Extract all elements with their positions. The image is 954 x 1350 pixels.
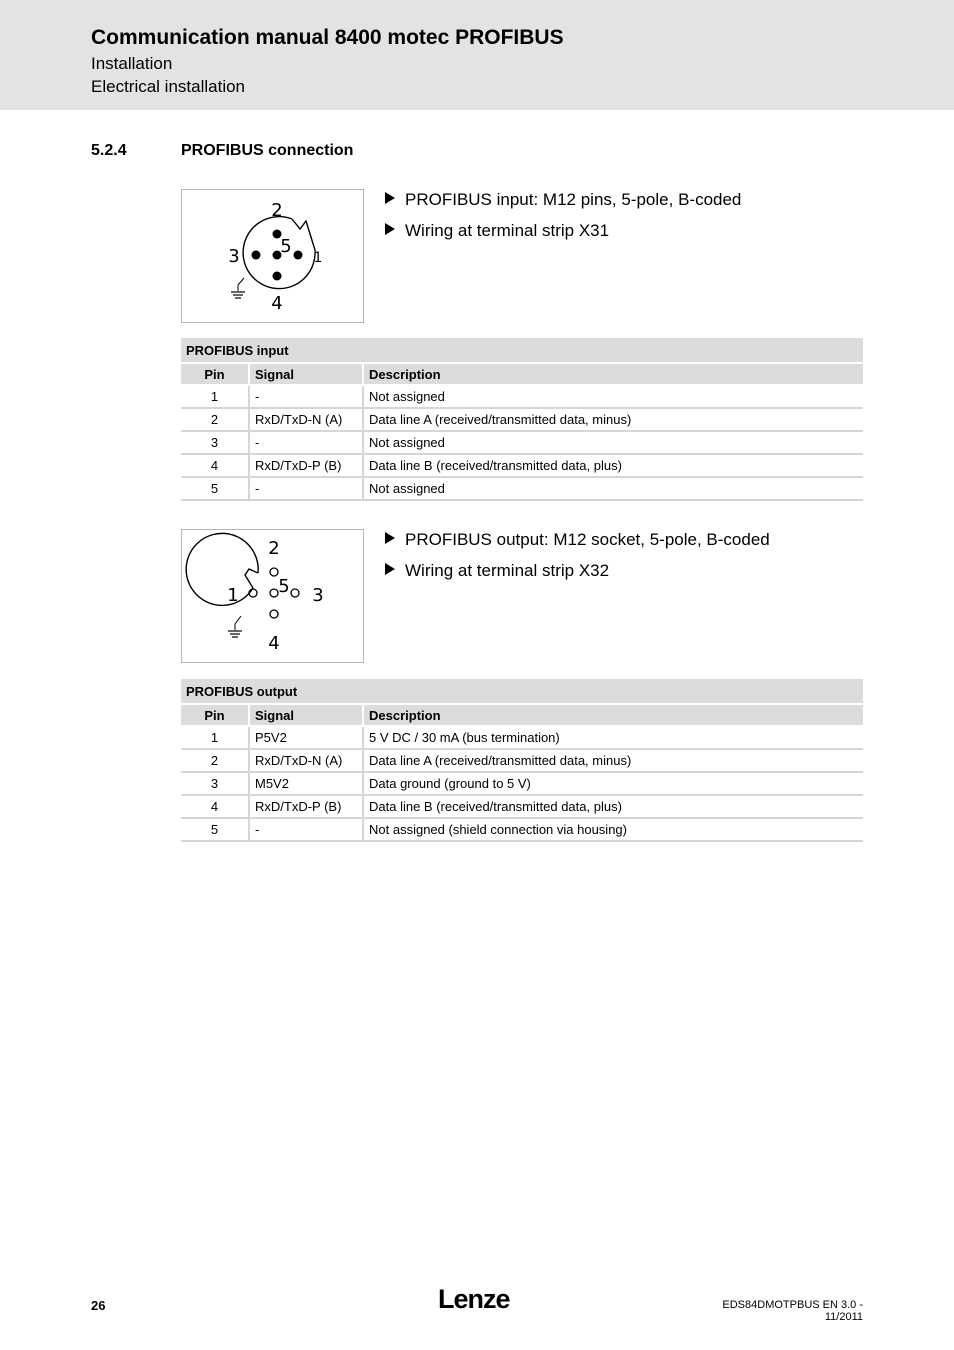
m12-socket-connector-figure — [181, 529, 364, 663]
output-bullet-list — [385, 529, 770, 591]
pin-cell: 5 — [181, 477, 249, 500]
triangle-bullet-icon — [385, 563, 395, 575]
table-row — [181, 772, 863, 795]
description-cell: Data line A (received/transmitted data, minus) — [363, 749, 863, 772]
table-row — [181, 795, 863, 818]
pin-cell: 1 — [181, 385, 249, 408]
table-row — [181, 454, 863, 477]
document-title: Communication manual 8400 motec PROFIBUS — [91, 26, 564, 49]
pin-cell: 5 — [181, 818, 249, 841]
table-caption: PROFIBUS output — [181, 679, 863, 704]
pin-label-5: 5 — [280, 236, 292, 257]
description-cell: Not assigned — [363, 385, 863, 408]
bullet-item — [385, 560, 770, 591]
signal-cell: M5V2 — [249, 772, 363, 795]
pin-label-5: 5 — [278, 576, 290, 597]
table-row — [181, 385, 863, 408]
signal-cell: RxD/TxD-P (B) — [249, 795, 363, 818]
pin-cell: 1 — [181, 726, 249, 749]
column-header-description: Description — [363, 704, 863, 726]
pin-cell: 3 — [181, 431, 249, 454]
table-row — [181, 749, 863, 772]
description-cell: Not assigned — [363, 477, 863, 500]
description-cell: Data line B (received/transmitted data, plus) — [363, 795, 863, 818]
triangle-bullet-icon — [385, 223, 395, 235]
table-row — [181, 408, 863, 431]
profibus-input-table — [181, 338, 863, 501]
description-cell: Data line A (received/transmitted data, minus) — [363, 408, 863, 431]
column-header-pin: Pin — [181, 363, 249, 385]
table-row — [181, 818, 863, 841]
signal-cell: P5V2 — [249, 726, 363, 749]
table-row — [181, 477, 863, 500]
bullet-item — [385, 189, 741, 220]
pin-label-3: 3 — [312, 585, 324, 606]
table-caption: PROFIBUS input — [181, 338, 863, 363]
pin-label-4: 4 — [268, 633, 280, 654]
column-header-description: Description — [363, 363, 863, 385]
description-cell: 5 V DC / 30 mA (bus termination) — [363, 726, 863, 749]
signal-cell: RxD/TxD-N (A) — [249, 408, 363, 431]
bullet-item — [385, 220, 741, 251]
pin-cell: 4 — [181, 795, 249, 818]
pin-cell: 2 — [181, 749, 249, 772]
signal-cell: - — [249, 818, 363, 841]
breadcrumb-section: Electrical installation — [91, 77, 246, 96]
lenze-logo: Lenze — [438, 1284, 510, 1314]
column-header-signal: Signal — [249, 704, 363, 726]
pin-label-1: 1 — [313, 250, 323, 266]
pin-label-2: 2 — [268, 538, 280, 559]
description-cell: Not assigned — [363, 431, 863, 454]
section-title: PROFIBUS connection — [181, 142, 354, 159]
signal-cell: RxD/TxD-P (B) — [249, 454, 363, 477]
signal-cell: - — [249, 431, 363, 454]
m12-pin-connector-diagram — [182, 190, 363, 322]
table-row — [181, 726, 863, 749]
m12-pin-connector-figure — [181, 189, 364, 323]
document-id: EDS84DMOTPBUS EN 3.0 - 11/2011 — [722, 1299, 863, 1323]
pin-cell: 4 — [181, 454, 249, 477]
m12-socket-connector-diagram — [182, 530, 363, 662]
bullet-text: Wiring at terminal strip X32 — [405, 561, 610, 580]
description-cell: Not assigned (shield connection via housing) — [363, 818, 863, 841]
pin-label-1: 1 — [227, 585, 239, 606]
bullet-text: Wiring at terminal strip X31 — [405, 221, 610, 240]
signal-cell: - — [249, 385, 363, 408]
signal-cell: RxD/TxD-N (A) — [249, 749, 363, 772]
breadcrumb-chapter: Installation — [91, 54, 173, 73]
pin-cell: 3 — [181, 772, 249, 795]
description-cell: Data line B (received/transmitted data, plus) — [363, 454, 863, 477]
table-row — [181, 431, 863, 454]
triangle-bullet-icon — [385, 192, 395, 204]
triangle-bullet-icon — [385, 532, 395, 544]
pin-cell: 2 — [181, 408, 249, 431]
profibus-output-table — [181, 679, 863, 842]
page-number: 26 — [91, 1298, 106, 1313]
pin-label-3: 3 — [228, 246, 240, 267]
input-bullet-list — [385, 189, 741, 251]
description-cell: Data ground (ground to 5 V) — [363, 772, 863, 795]
pin-label-4: 4 — [271, 293, 283, 314]
bullet-item — [385, 529, 770, 560]
section-number: 5.2.4 — [91, 142, 127, 159]
column-header-signal: Signal — [249, 363, 363, 385]
page-header — [0, 0, 954, 110]
pin-label-2: 2 — [271, 200, 283, 221]
bullet-text: PROFIBUS output: M12 socket, 5-pole, B-coded — [405, 530, 770, 549]
bullet-text: PROFIBUS input: M12 pins, 5-pole, B-coded — [405, 190, 742, 209]
signal-cell: - — [249, 477, 363, 500]
column-header-pin: Pin — [181, 704, 249, 726]
